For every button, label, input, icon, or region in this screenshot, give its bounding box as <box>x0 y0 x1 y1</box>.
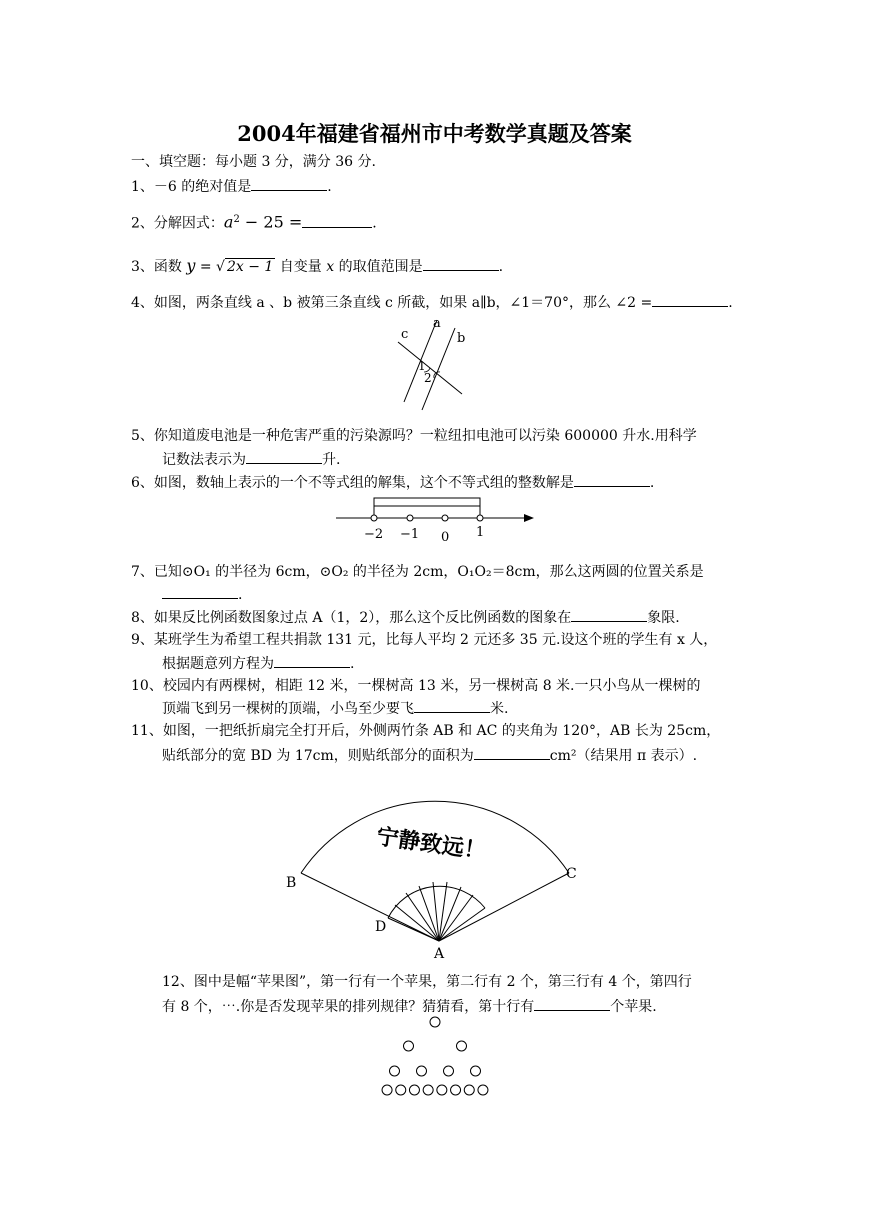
label-angle-2: 2 <box>424 371 432 385</box>
q6-text: 6、如图，数轴上表示的一个不等式组的解集，这个不等式组的整数解是 <box>131 475 574 491</box>
apple-circle <box>417 1066 427 1076</box>
page-title: 2004年福建省福州市中考数学真题及答案 <box>237 121 632 146</box>
tick-label: −1 <box>400 527 420 542</box>
label-D: D <box>375 919 387 935</box>
line-b <box>422 328 455 410</box>
rib-ac <box>439 873 569 941</box>
apple-circle <box>471 1066 481 1076</box>
q3-x: x <box>326 259 335 275</box>
apple-circle <box>444 1066 454 1076</box>
label-C: C <box>566 866 577 882</box>
q10-text: 顶端飞到另一棵树的顶端，小鸟至少要飞 <box>162 701 414 717</box>
question-7-line-1: 7、已知⊙O₁ 的半径为 6cm，⊙O₂ 的半径为 2cm，O₁O₂＝8cm，那么这两圆的位置关系是 <box>131 564 704 580</box>
question-5-line-1: 5、你知道废电池是一种危害严重的污染源吗？一粒纽扣电池可以污染 600000 升水.用科学 <box>131 428 697 444</box>
label-b: b <box>457 331 466 346</box>
question-5-line-2 <box>162 449 340 470</box>
question-9-line-2 <box>162 653 354 674</box>
q6-answer-blank <box>574 472 650 487</box>
q5-answer-blank <box>246 449 322 464</box>
tick-label: 0 <box>441 530 450 545</box>
q1-text: 1、－6 的绝对值是 <box>131 179 252 195</box>
q10-answer-blank <box>414 698 490 713</box>
q3-radical-sign: √ <box>216 259 225 275</box>
apple-circle <box>464 1085 474 1095</box>
tick-label: −2 <box>364 527 384 542</box>
q4-text: 4、如图，两条直线 a 、b 被第三条直线 c 所截，如果 a∥b，∠1＝70°，那么 ∠2 = <box>131 295 653 311</box>
section-heading: 一、填空题：每小题 3 分，满分 36 分. <box>131 154 376 170</box>
q2-var: a <box>223 212 234 232</box>
question-10-line-1: 10、校园内有两棵树，相距 12 米，一棵树高 13 米，另一棵树高 8 米.一只小鸟从一棵树的 <box>131 678 701 694</box>
apple-circle <box>382 1085 392 1095</box>
apple-circle <box>437 1085 447 1095</box>
q7-answer-blank <box>162 584 238 599</box>
point-1 <box>477 515 483 521</box>
axis-arrow <box>524 514 534 522</box>
question-11-line-2 <box>162 745 697 766</box>
apple-circle <box>478 1085 488 1095</box>
number-line-figure <box>330 488 540 544</box>
question-2 <box>131 210 377 234</box>
q1-answer-blank <box>251 176 327 191</box>
question-10-line-2 <box>162 698 508 719</box>
q1-suffix: . <box>327 179 332 195</box>
question-7-line-2 <box>162 584 242 605</box>
q2-text: 2、分解因式： <box>131 215 224 232</box>
q12-answer-blank <box>534 996 610 1011</box>
q3-y: y <box>186 256 196 275</box>
apple-circle <box>451 1085 461 1095</box>
fan-inner-ribs <box>388 882 485 941</box>
q6-suffix: . <box>649 475 655 491</box>
point-minus-2 <box>371 515 377 521</box>
question-4 <box>131 292 733 313</box>
label-a: a <box>433 316 441 331</box>
label-angle-1: 1 <box>418 359 426 373</box>
q2-suffix: . <box>372 215 377 232</box>
q11-text: 贴纸部分的宽 BD 为 17cm，则贴纸部分的面积为 <box>162 748 474 764</box>
q3-radicand: 2x − 1 <box>226 259 274 275</box>
apple-circle <box>390 1066 400 1076</box>
question-11-line-1: 11、如图，一把纸折扇完全打开后，外侧两竹条 AB 和 AC 的夹角为 120°，AB 长为 25cm， <box>131 723 721 739</box>
q2-answer-blank <box>302 213 372 228</box>
q3-answer-blank <box>423 256 499 271</box>
apple-circle <box>409 1085 419 1095</box>
apple-circle <box>430 1017 440 1027</box>
q3-mid: 自变量 <box>275 259 327 275</box>
solution-bracket-upper <box>374 498 480 518</box>
q2-exponent: 2 <box>233 214 240 225</box>
q3-text: 3、函数 <box>131 259 187 275</box>
fan-inscription: 宁静致远！ <box>374 823 488 865</box>
parallel-lines-figure <box>380 312 490 412</box>
q7-suffix: . <box>238 587 243 603</box>
q9-text: 根据题意列方程为 <box>162 656 274 672</box>
q11-suffix: （结果用 π 表示）. <box>576 748 698 764</box>
q8-suffix: 象限. <box>647 610 680 626</box>
q3-suffix: . <box>498 259 504 275</box>
q10-suffix: 米. <box>490 701 509 717</box>
q12-suffix: 个苹果. <box>610 999 657 1015</box>
question-9-line-1: 9、某班学生为希望工程共捐款 131 元，比每人平均 2 元还多 35 元.设这个班的学生有 x 人， <box>131 632 718 648</box>
apple-figure <box>360 1012 510 1102</box>
solution-bracket-lower <box>374 506 480 518</box>
question-1 <box>131 176 332 197</box>
q4-answer-blank <box>652 292 728 307</box>
q5-text: 记数法表示为 <box>162 452 246 468</box>
question-12-line-1: 12、图中是幅“苹果图”，第一行有一个苹果，第二行有 2 个，第三行有 4 个，第四行 <box>162 974 692 990</box>
tick-label: 1 <box>476 525 485 540</box>
q3-eq: = <box>195 259 217 275</box>
point-minus-1 <box>407 515 413 521</box>
question-3 <box>131 256 503 277</box>
apple-circle <box>423 1085 433 1095</box>
q11-unit: cm² <box>549 748 577 764</box>
rib-ab <box>301 873 439 941</box>
q5-suffix: 升. <box>322 452 341 468</box>
label-B: B <box>286 875 297 891</box>
q3-rest: 的取值范围是 <box>334 259 423 275</box>
q8-answer-blank <box>571 607 647 622</box>
apple-circle <box>404 1041 414 1051</box>
question-8 <box>131 607 680 628</box>
q4-suffix: . <box>728 295 733 311</box>
q8-text: 8、如果反比例函数图象过点 A（1，2），那么这个反比例函数的图象在 <box>131 610 572 626</box>
q9-suffix: . <box>350 656 355 672</box>
q11-answer-blank <box>474 745 550 760</box>
apple-circle <box>396 1085 406 1095</box>
q12-text: 有 8 个，⋯.你是否发现苹果的排列规律？猜猜看，第十行有 <box>162 999 535 1015</box>
label-A: A <box>434 946 445 962</box>
point-0 <box>442 515 448 521</box>
folding-fan-figure <box>280 775 590 965</box>
q9-answer-blank <box>274 653 350 668</box>
q2-rest: − 25 = <box>239 212 303 232</box>
label-c: c <box>401 327 409 342</box>
apple-circle <box>457 1041 467 1051</box>
